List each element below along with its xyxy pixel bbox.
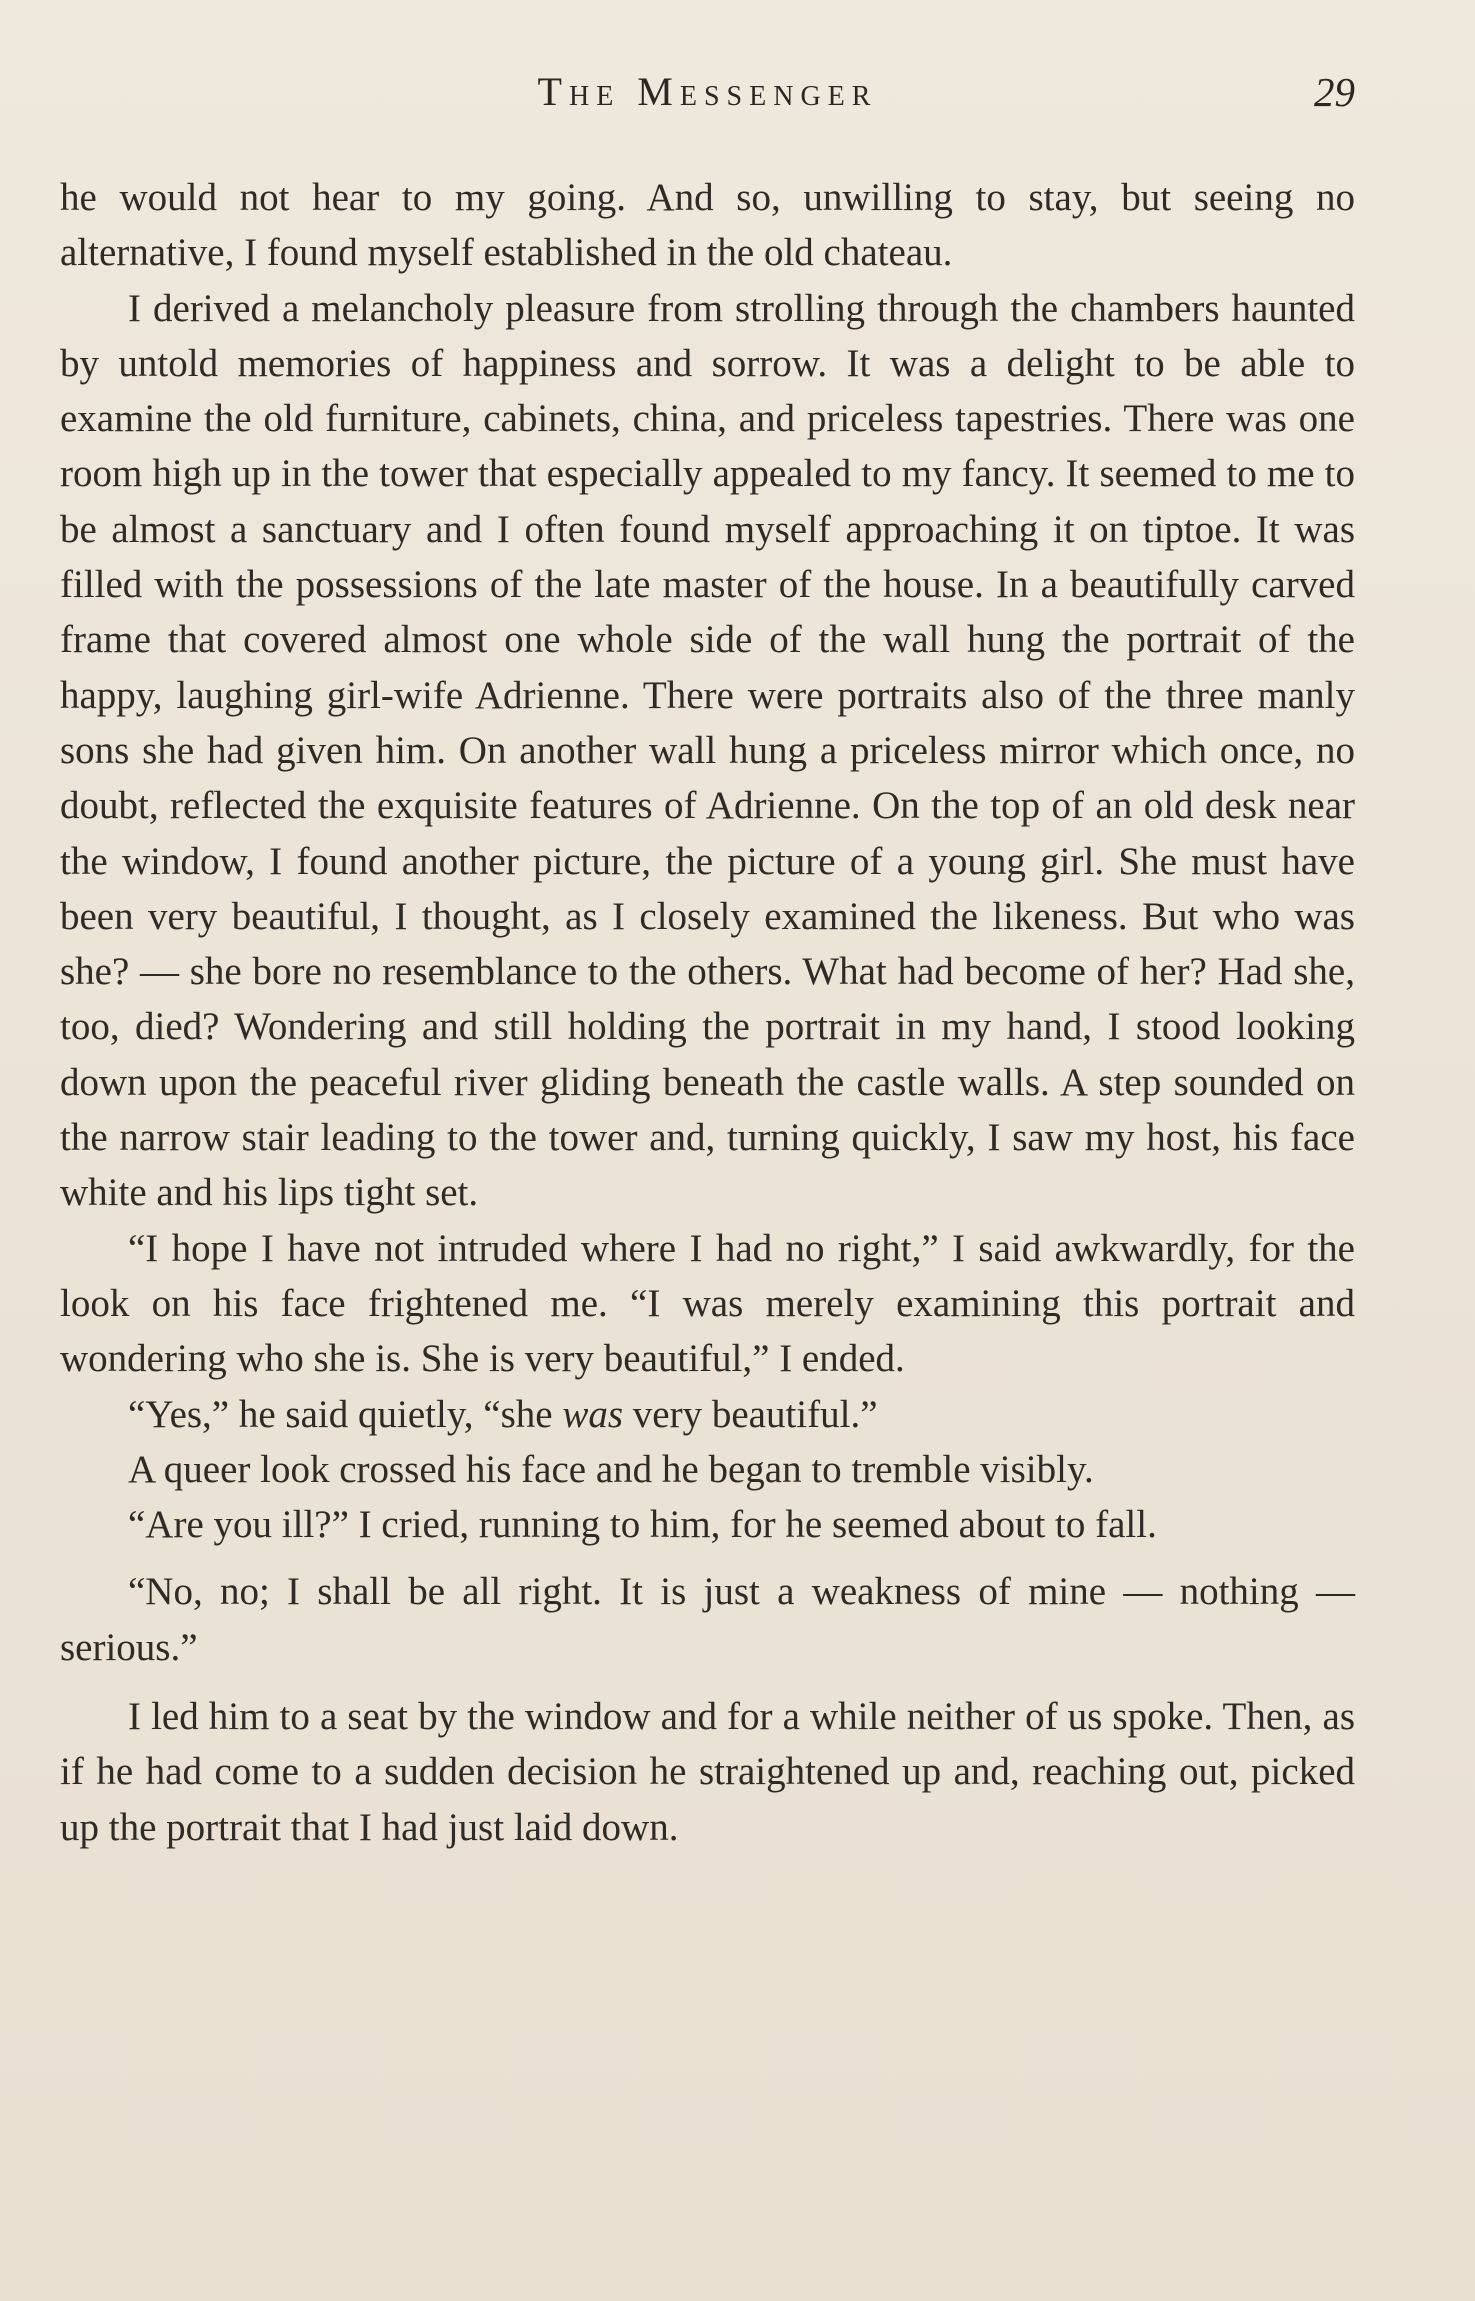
paragraph-dialogue-yes [60, 1387, 1355, 1442]
page-number: 29 [1314, 69, 1355, 115]
paragraph-dialogue-intrusion: “I hope I have not intruded where I had no right,” I said awkwardly, for the look on his face frightened me. “I was merely examining this portrait and wondering who she is. She is very beautiful,” I ended. [60, 1226, 1355, 1381]
paragraph-led-him: I led him to a seat by the window and for a while neither of us spoke. Then, as if he had come to a sudden decision he straightened up and, reaching out, picked up the portrait that I had just laid down. [60, 1695, 1355, 1849]
dialogue-yes-after: very beautiful.” [623, 1392, 878, 1436]
paragraph-tower-room: I derived a melancholy pleasure from strolling through the chambers haunted by untold memories of happiness and sorrow. It was a delight to be able to examine the old furniture, cabinets, china, and priceless tapestries. There was one room high up in the tower that especially appealed to my fancy. It seemed to me to be almost a sanctuary and I often found myself approaching it on tiptoe. It was filled with the possessions of the late master of the house. In a beautifully carved frame that covered almost one whole side of the wall hung the portrait of the happy, laughing girl-wife Adrienne. There were portraits also of the three manly sons she had given him. On another wall hung a priceless mirror which once, no doubt, reflected the exquisite features of Adrienne. On the top of an old desk near the window, I found another picture, the picture of a young girl. She must have been very beautiful, I thought, as I closely examined the likeness. But who was she? — she bore no resemblance to the others. What had become of her? Had she, too, died? Wondering and still holding the portrait in my hand, I stood looking down upon the peaceful river gliding beneath the castle walls. A step sounded on the narrow stair leading to the tower and, turning quickly, I saw my host, his face white and his lips tight set. [60, 286, 1355, 1215]
dialogue-yes-before: “Yes,” he said quietly, “she [128, 1392, 563, 1436]
paragraph-no-no: “No, no; I shall be all right. It is just a weakness of mine — nothing — serious.” [60, 1570, 1355, 1669]
paragraph-queer-look: A queer look crossed his face and he began to tremble visibly. [128, 1447, 1094, 1491]
paragraph-continuation: he would not hear to my going. And so, unwilling to stay, but seeing no alternative, I found myself established in the old chateau. [60, 176, 1355, 275]
body-text [60, 170, 1355, 1855]
emphasis-was: was [562, 1392, 624, 1436]
paragraph-are-you-ill: “Are you ill?” I cried, running to him, for he seemed about to fall. [128, 1503, 1157, 1547]
running-title: The Messenger [537, 69, 878, 114]
running-head [60, 62, 1355, 122]
